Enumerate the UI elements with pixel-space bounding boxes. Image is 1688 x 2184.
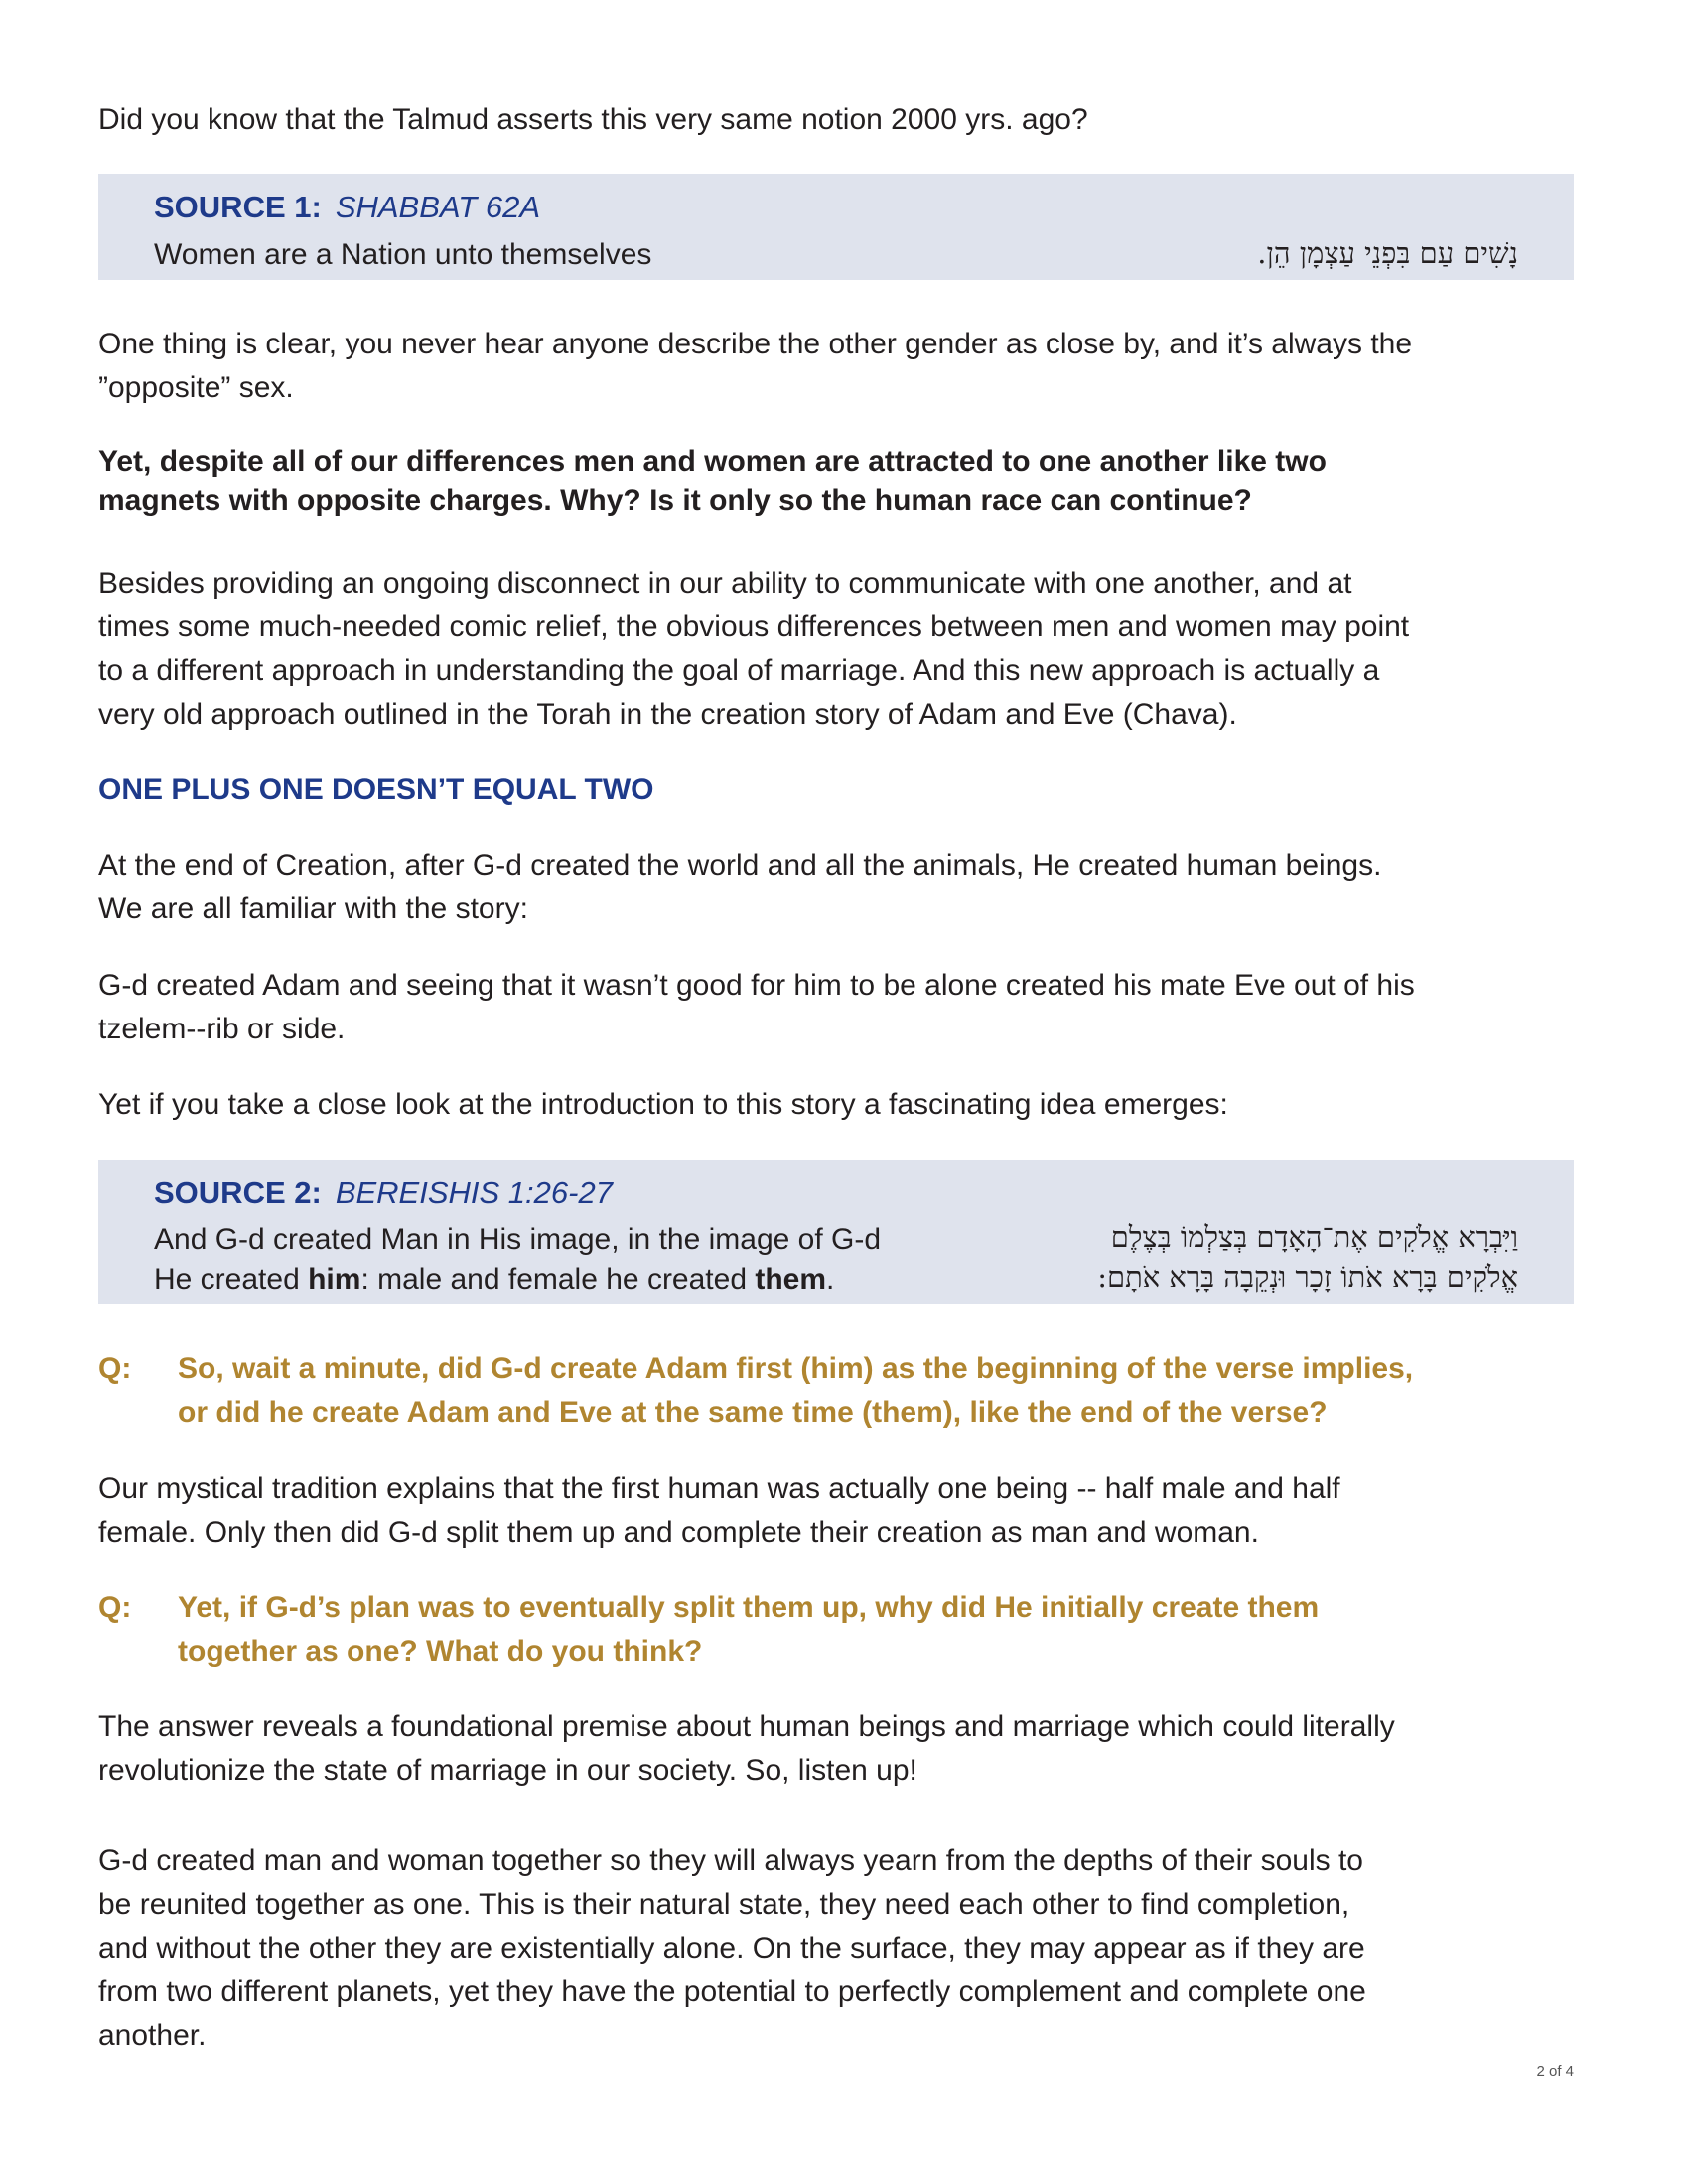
intro-text [98,98,1588,142]
text-line: G-d created Adam and seeing that it wasn’t good for him to be alone created his mate Eve out of his [98,969,1415,1002]
paragraph-2-bold [98,442,1588,521]
text-line: revolutionize the state of marriage in our society. So, listen up! [98,1754,917,1787]
text-line: or did he create Adam and Eve at the same time (them), like the end of the verse? [178,1396,1328,1429]
text-line: to a different approach in understanding the goal of marriage. And this new approach is actually a [98,654,1380,687]
text-line: female. Only then did G-d split them up and complete their creation as man and woman. [98,1516,1259,1549]
emphasis-them: them [755,1263,827,1296]
text-line: and without the other they are existentially alone. On the surface, they may appear as if they are [98,1932,1365,1965]
text-line: from two different planets, yet they have the potential to perfectly complement and complete one [98,1976,1366,2008]
source-1-hebrew: נָשִׁים עַם בִּפְנֵי עַצְמָן הֵן. [1257,236,1518,270]
text: : male and female he created [360,1263,756,1296]
text: He created [154,1263,309,1296]
text-line: We are all familiar with the story: [98,892,528,925]
text-line: another. [98,2019,207,2052]
question-2 [98,1586,1319,1674]
source-2-label: SOURCE 2: [154,1175,322,1210]
source-1-label: SOURCE 1: [154,190,322,224]
text-line: be reunited together as one. This is their natural state, they need each other to find completion, [98,1888,1350,1921]
source-2-ref: BEREISHIS 1:26-27 [335,1175,613,1210]
text-line: G-d created man and woman together so they will always yearn from the depths of their souls to [98,1844,1363,1877]
question-label: Q: [98,1352,132,1385]
emphasis-him: him [308,1263,361,1296]
question-label: Q: [98,1591,132,1624]
text-line: The answer reveals a foundational premise about human beings and marriage which could literally [98,1710,1395,1743]
paragraph-9 [98,1840,1588,2058]
text-line: together as one? What do you think? [178,1635,703,1668]
paragraph-1 [98,323,1588,410]
text-line: very old approach outlined in the Torah in the creation story of Adam and Eve (Chava). [98,698,1237,731]
paragraph-8 [98,1706,1588,1793]
paragraph-5 [98,964,1588,1051]
hebrew-line-2: אֱלֹקִים בָּרָא אֹתוֹ זָכָר וּנְקֵבָה בָּרָא אֹתָם: [1097,1260,1518,1294]
section-heading: ONE PLUS ONE DOESN’T EQUAL TWO [98,773,654,806]
text-line: tzelem--rib or side. [98,1013,346,1045]
source-2-box [98,1160,1574,1304]
page-number: 2 of 4 [1536,2063,1574,2080]
text-line: times some much-needed comic relief, the obvious differences between men and women may point [98,611,1410,643]
paragraph-4 [98,844,1588,931]
paragraph-7 [98,1467,1588,1555]
text-line: Yet, if G-d’s plan was to eventually split them up, why did He initially create them [178,1591,1320,1624]
text-line: ”opposite” sex. [98,371,294,404]
text: . [826,1263,835,1296]
source-2-line-2 [154,1260,881,1299]
text-line: magnets with opposite charges. Why? Is it only so the human race can continue? [98,484,1252,517]
text-line: So, wait a minute, did G-d create Adam first (him) as the beginning of the verse implies, [178,1352,1414,1385]
source-1-ref: SHABBAT 62A [335,190,540,224]
source-1-english: Women are a Nation unto themselves [154,238,652,271]
hebrew-line-1: וַיִּבְרָא אֱלֹקִים אֶת־הָאָדָם בְּצַלְמוֹ בְּצֶלֶם [1110,1220,1518,1254]
paragraph-6: Yet if you take a close look at the introduction to this story a fascinating idea emerges: [98,1088,1228,1121]
text-line: Our mystical tradition explains that the first human was actually one being -- half male and half [98,1472,1340,1505]
source-2-english [154,1220,881,1299]
source-2-hebrew [1097,1217,1518,1297]
text-line: At the end of Creation, after G-d created the world and all the animals, He created human beings. [98,849,1382,882]
text-line: Yet, despite all of our differences men and women are attracted to one another like two [98,445,1327,478]
intro-line: Did you know that the Talmud asserts this very same notion 2000 yrs. ago? [98,103,1088,136]
question-1 [98,1347,1413,1434]
paragraph-3 [98,562,1588,737]
text-line: Besides providing an ongoing disconnect in our ability to communicate with one another, and at [98,567,1352,600]
source-2-line-1: And G-d created Man in His image, in the image of G-d [154,1223,882,1256]
source-1-box [98,174,1574,280]
text-line: One thing is clear, you never hear anyone describe the other gender as close by, and it’s always the [98,328,1413,360]
